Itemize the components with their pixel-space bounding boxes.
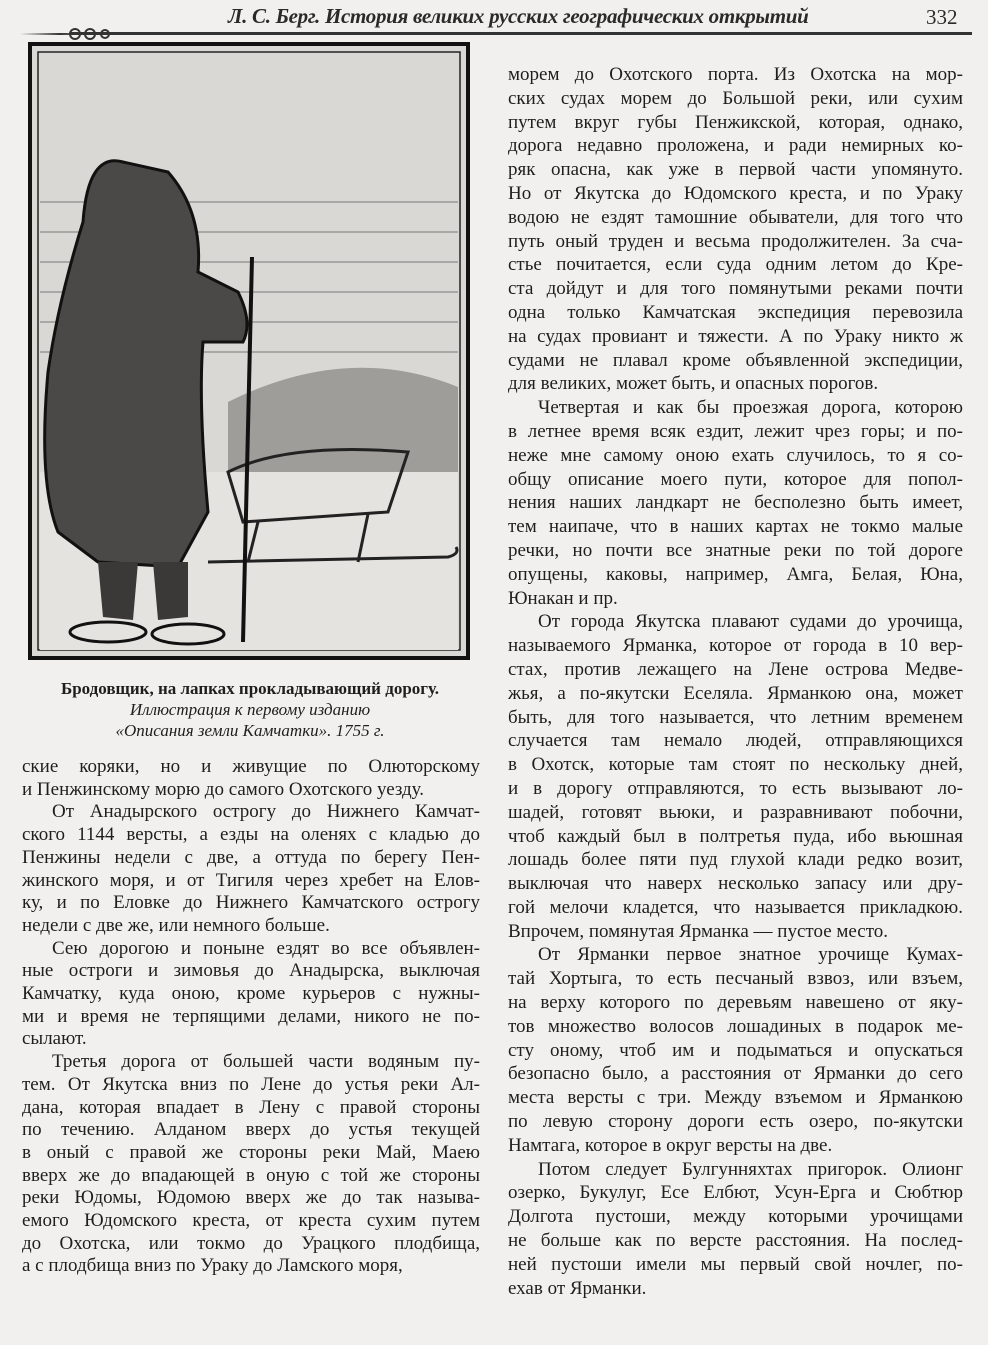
header-rule (70, 32, 972, 35)
text-line: ные остроги и зимовья до Анадырска, выключая (22, 960, 480, 982)
text-line: для великих, может быть, и опасных порогов. (508, 373, 879, 395)
illustration-snowshoe-walker (28, 42, 470, 660)
text-line: недели с две же, или немного больше. (22, 914, 330, 936)
text-line: стах, против лежащего на Лене острова Медве- (508, 658, 963, 680)
text-line: жинского моря, и от Тигиля через хребет на Елов- (22, 869, 480, 891)
text-line: ми и время не терпящими делами, никого не по- (22, 1005, 480, 1027)
paragraph (508, 943, 963, 1157)
text-line: тем. От Якутска вниз по Лене до устья реки Ал- (22, 1073, 480, 1095)
text-line: на судах провиант и тяжести. А по Ураку никто ж (508, 325, 963, 347)
text-line: неже мне самому оною ехать случилось, то я со- (508, 444, 963, 466)
paragraph (22, 756, 480, 801)
text-line: Намтага, которое в округ версты на две. (508, 1134, 833, 1156)
text-line: сылают. (22, 1028, 87, 1050)
text-line: Но от Якутска до Юдомского креста, и по Ураку (508, 182, 963, 204)
text-line: судами не плавал кроме объявленной экспедиции, (508, 349, 963, 371)
text-line: тай Хортыга, то есть песчаный взвоз, или взъем, (508, 968, 963, 990)
text-line: емого Юдомского креста, от креста сухим путем (22, 1210, 480, 1232)
page-number: 332 (926, 5, 958, 29)
text-line: гой мелочи кладется, что называется прикладкою. (508, 896, 963, 918)
right-text-column (508, 63, 963, 1300)
text-line: по левую сторону дороги есть озеро, по-якутски (508, 1111, 963, 1133)
text-line: Четвертая и как бы проезжая дорога, которою (538, 397, 963, 419)
text-line: Потом следует Булгунняхтах пригорок. Олионг (538, 1158, 963, 1180)
text-line: быть, для того называется, что летним временем (508, 706, 963, 728)
paragraph (22, 1051, 480, 1278)
text-line: и Пенжинскому морю до самого Охотского уезду. (22, 778, 425, 800)
paragraph (508, 396, 963, 610)
text-line: тем наипаче, что в наших картах не токмо малые (508, 516, 963, 538)
text-line: нения наших ландкарт не бесполезно быть имеет, (508, 492, 963, 514)
text-line: ские коряки, но и живущие по Олюторскому (22, 756, 480, 777)
text-line: морем до Охотского порта. Из Охотска на мор- (508, 64, 963, 85)
text-line: выключая что наверх несколько запасу или дру- (508, 873, 963, 895)
text-line: тов множество волосов лошадиных в подарок ме- (508, 1015, 963, 1037)
text-line: Сею дорогою и поныне ездят во все объявлен- (52, 937, 480, 959)
left-text-column (22, 756, 480, 1278)
text-line: по течению. Алданом вверх до устья текущей (22, 1119, 480, 1141)
paragraph (508, 1158, 963, 1301)
text-line: путем вкруг губы Пенжикской, которая, однако, (508, 111, 963, 133)
text-line: жья, а по-якутски Еселяла. Ярманкою она, может (508, 682, 963, 704)
text-line: Впрочем, помянутая Ярманка — пустое место. (508, 920, 889, 942)
text-line: в оный с правой же стороны реки Май, Маею (22, 1141, 480, 1163)
text-line: ряк опасна, как уже в первой части упомянуто. (508, 159, 963, 181)
text-line: Долгота пустоши, между которыми урочищами (508, 1206, 963, 1228)
paragraph (508, 610, 963, 943)
text-line: шадей, готовят вьюки, и разравнивают побочни, (508, 801, 963, 823)
paragraph (508, 63, 963, 396)
text-line: в летнее время всяк ездит, лежит чрез горы; и по- (508, 420, 963, 442)
text-line: на верху которого по деревьям навешено от яку- (508, 992, 963, 1014)
text-line: ского 1144 версты, а езды на оленях с кладью до (22, 824, 480, 846)
text-line: а с плодбища вниз по Ураку до Ламского моря, (22, 1255, 403, 1277)
text-line: и в дорогу отправляются, то есть вызывают ло- (508, 777, 963, 799)
text-line: одна только Камчатская экспедиция перевозила (508, 301, 963, 323)
running-header-title: Л. С. Берг. История великих русских географических открытий (228, 4, 809, 28)
text-line: стье почитается, если суда одним летом до Кре- (508, 254, 963, 276)
text-line: Пенжины недели с две, а оттуда по берегу Пен- (22, 846, 480, 868)
text-line: ехав от Ярманки. (508, 1277, 647, 1299)
text-line: ней пустоши имели мы первый свой ночлег, по- (508, 1253, 963, 1275)
text-line: ских судах морем до Большой реки, или сухим (508, 87, 963, 109)
text-line: сту оному, чтоб им и подыматься и опускаться (508, 1039, 963, 1061)
text-line: до Охотска, или токмо до Урацкого плодбища, (22, 1232, 480, 1254)
text-line: дана, которая впадает в Лену с правой стороны (22, 1096, 480, 1118)
text-line: дорога недавно проложена, и ради немирных ко- (508, 135, 963, 157)
caption-line: «Описания земли Камчатки». 1755 г. (115, 721, 385, 740)
paragraph (22, 938, 480, 1052)
text-line: Юнакан и пр. (508, 587, 618, 609)
text-line: называемого Ярманка, которое от города в 10 вер- (508, 635, 963, 657)
text-line: чтоб каждый был в полтретья пуда, ибо вьюшная (508, 825, 963, 847)
text-line: не больше как по версте расстояния. На послед- (508, 1230, 963, 1252)
text-line: Камчатку, куда оною, кроме курьеров с нужны- (22, 983, 480, 1005)
text-line: озерко, Букулуг, Есе Елбют, Усун-Ерга и Сюбтюр (508, 1182, 963, 1204)
text-line: От города Якутска плавают судами до урочища, (538, 611, 963, 633)
text-line: опущены, каковы, например, Амга, Белая, Юна, (508, 563, 963, 585)
text-line: в Охотск, которые там стоят по нескольку дней, (508, 754, 963, 776)
text-line: лошадь более пяти пуд глухой клади редко возит, (508, 849, 963, 871)
text-line: От Анадырского острогу до Нижнего Камчат- (52, 801, 480, 823)
text-line: речки, но почти все знатные реки по той дороге (508, 539, 963, 561)
text-line: вверх же до впадающей в оную с той же стороны (22, 1164, 480, 1186)
caption-title: Бродовщик, на лапках прокладывающий дорогу. (60, 679, 440, 698)
text-line: безопасно было, а расстояния от Ярманки до сего (508, 1063, 963, 1085)
text-line: случается там немало людей, отправляющихся (508, 730, 963, 752)
paragraph (22, 801, 480, 937)
text-line: путь оный труден и весьма продолжителен. За сча- (508, 230, 963, 252)
figure-caption (22, 678, 478, 741)
text-line: ста дойдут и для того помянутыми реками почти (508, 278, 963, 300)
text-line: ку, и по Еловке до Нижнего Камчатского острогу (22, 892, 480, 914)
text-line: От Ярманки первое знатное урочище Кумах- (538, 944, 963, 966)
text-line: общу описание моего пути, которое для попол- (508, 468, 963, 490)
text-line: реки Юдомы, Юдомою вверх же до так называ- (22, 1187, 480, 1209)
text-line: водою не ездят тамошние обыватели, для того что (508, 206, 963, 228)
text-line: Третья дорога от большей части водяным пу- (52, 1051, 480, 1073)
caption-line: Иллюстрация к первому изданию (129, 700, 371, 719)
text-line: места версты с три. Между взъемом и Ярманкою (508, 1087, 963, 1109)
